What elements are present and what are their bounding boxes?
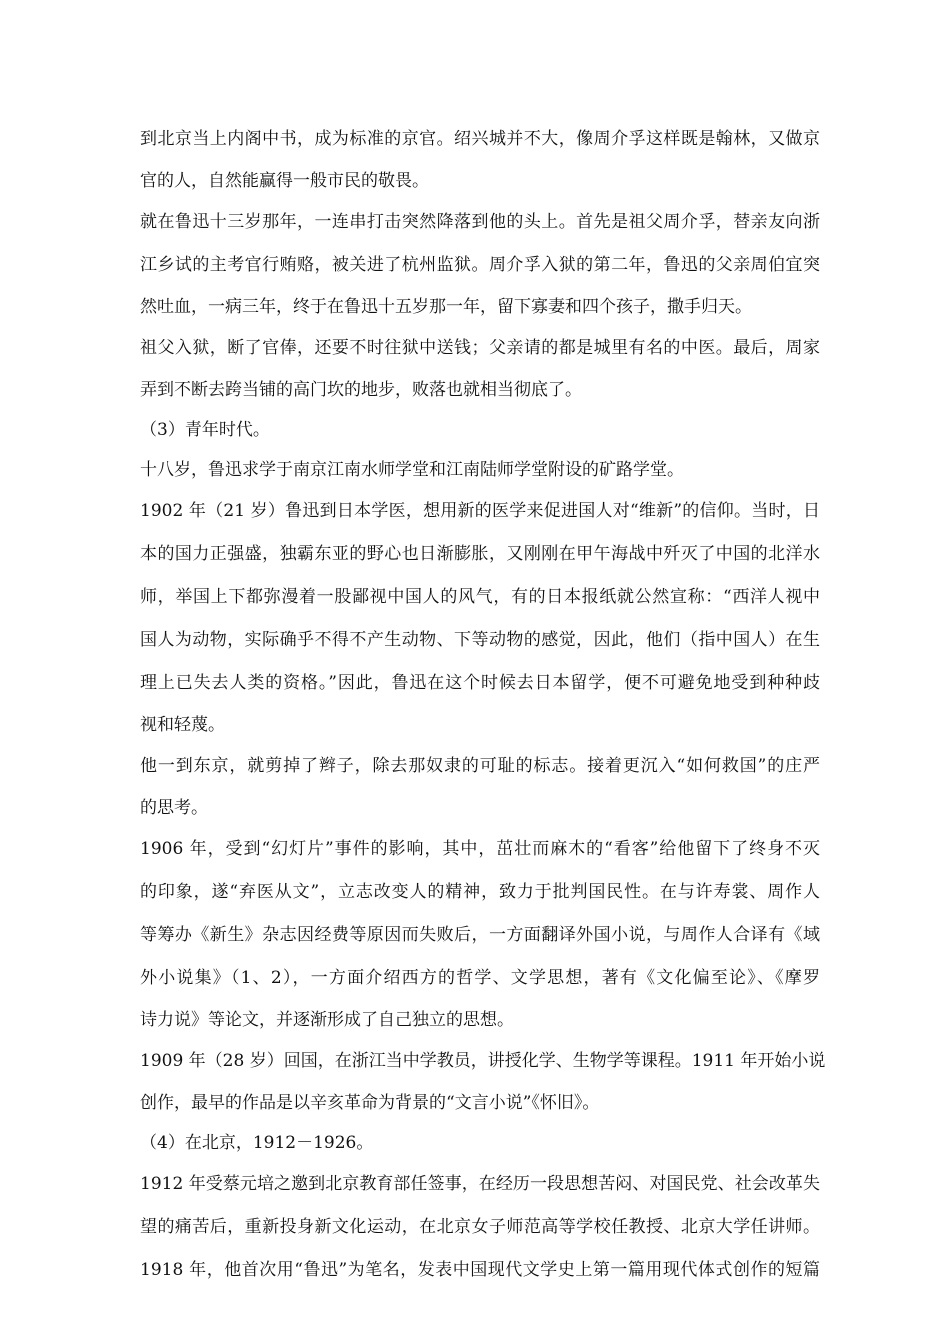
text-line: 理上已失去人类的资格。”因此，鲁迅在这个时候去日本留学，便不可避免地受到种种歧 bbox=[140, 673, 820, 693]
text-line: 本的国力正强盛，独霸东亚的野心也日渐膨胀，又刚刚在甲午海战中歼灭了中国的北洋水 bbox=[140, 544, 820, 564]
text-line: 1912 年受蔡元培之邀到北京教育部任签事，在经历一段思想苦闷、对国民党、社会改革失 bbox=[140, 1174, 820, 1194]
section-heading: （3）青年时代。 bbox=[140, 420, 270, 440]
document-body bbox=[140, 118, 826, 1292]
text-line: 弄到不断去跨当铺的高门坎的地步，败落也就相当彻底了。 bbox=[140, 380, 582, 400]
text-line: 诗力说》等论文，并逐渐形成了自己独立的思想。 bbox=[140, 1010, 514, 1030]
text-line: 的印象，遂“弃医从文”，立志改变人的精神，致力于批判国民性。在与许寿裳、周作人 bbox=[140, 882, 820, 902]
text-line: 官的人，自然能赢得一般市民的敬畏。 bbox=[140, 171, 429, 191]
text-line: 视和轻蔑。 bbox=[140, 715, 225, 735]
text-line: 1918 年，他首次用“鲁迅”为笔名，发表中国现代文学史上第一篇用现代体式创作的短篇 bbox=[140, 1260, 820, 1280]
text-line: 然吐血，一病三年，终于在鲁迅十五岁那一年，留下寡妻和四个孩子，撒手归天。 bbox=[140, 297, 752, 317]
text-line: 望的痛苦后，重新投身新文化运动，在北京女子师范高等学校任教授、北京大学任讲师。 bbox=[140, 1217, 820, 1237]
text-line: 1909 年（28 岁）回国，在浙江当中学教员，讲授化学、生物学等课程。1911 年开始小说 bbox=[140, 1051, 826, 1071]
section-heading: （4）在北京，1912－1926。 bbox=[140, 1133, 374, 1153]
text-line: 1906 年，受到“幻灯片”事件的影响，其中，茁壮而麻木的“看客”给他留下了终身不灭 bbox=[140, 839, 820, 859]
text-line: 到北京当上内阁中书，成为标准的京官。绍兴城并不大，像周介孚这样既是翰林，又做京 bbox=[140, 129, 820, 149]
text-line: 1902 年（21 岁）鲁迅到日本学医，想用新的医学来促进国人对“维新”的信仰。当时，日 bbox=[140, 501, 820, 521]
text-line: 的思考。 bbox=[140, 798, 208, 818]
text-line: 十八岁，鲁迅求学于南京江南水师学堂和江南陆师学堂附设的矿路学堂。 bbox=[140, 460, 684, 480]
text-line: 创作，最早的作品是以辛亥革命为背景的“文言小说”《怀旧》。 bbox=[140, 1093, 600, 1113]
text-line: 就在鲁迅十三岁那年，一连串打击突然降落到他的头上。首先是祖父周介孚，替亲友向浙 bbox=[140, 212, 820, 232]
text-line: 江乡试的主考官行贿赂，被关进了杭州监狱。周介孚入狱的第二年，鲁迅的父亲周伯宜突 bbox=[140, 255, 820, 275]
text-line: 祖父入狱，断了官俸，还要不时往狱中送钱；父亲请的都是城里有名的中医。最后，周家 bbox=[140, 338, 820, 358]
text-line: 国人为动物，实际确乎不得不产生动物、下等动物的感觉，因此，他们（指中国人）在生 bbox=[140, 630, 820, 650]
text-line: 他一到东京，就剪掉了辫子，除去那奴隶的可耻的标志。接着更沉入“如何救国”的庄严 bbox=[140, 756, 820, 776]
text-line: 外小说集》（1、2），一方面介绍西方的哲学、文学思想，著有《文化偏至论》、《摩罗 bbox=[140, 968, 820, 988]
text-line: 等筹办《新生》杂志因经费等原因而失败后，一方面翻译外国小说，与周作人合译有《域 bbox=[140, 925, 820, 945]
text-line: 师，举国上下都弥漫着一股鄙视中国人的风气，有的日本报纸就公然宣称：“西洋人视中 bbox=[140, 587, 820, 607]
